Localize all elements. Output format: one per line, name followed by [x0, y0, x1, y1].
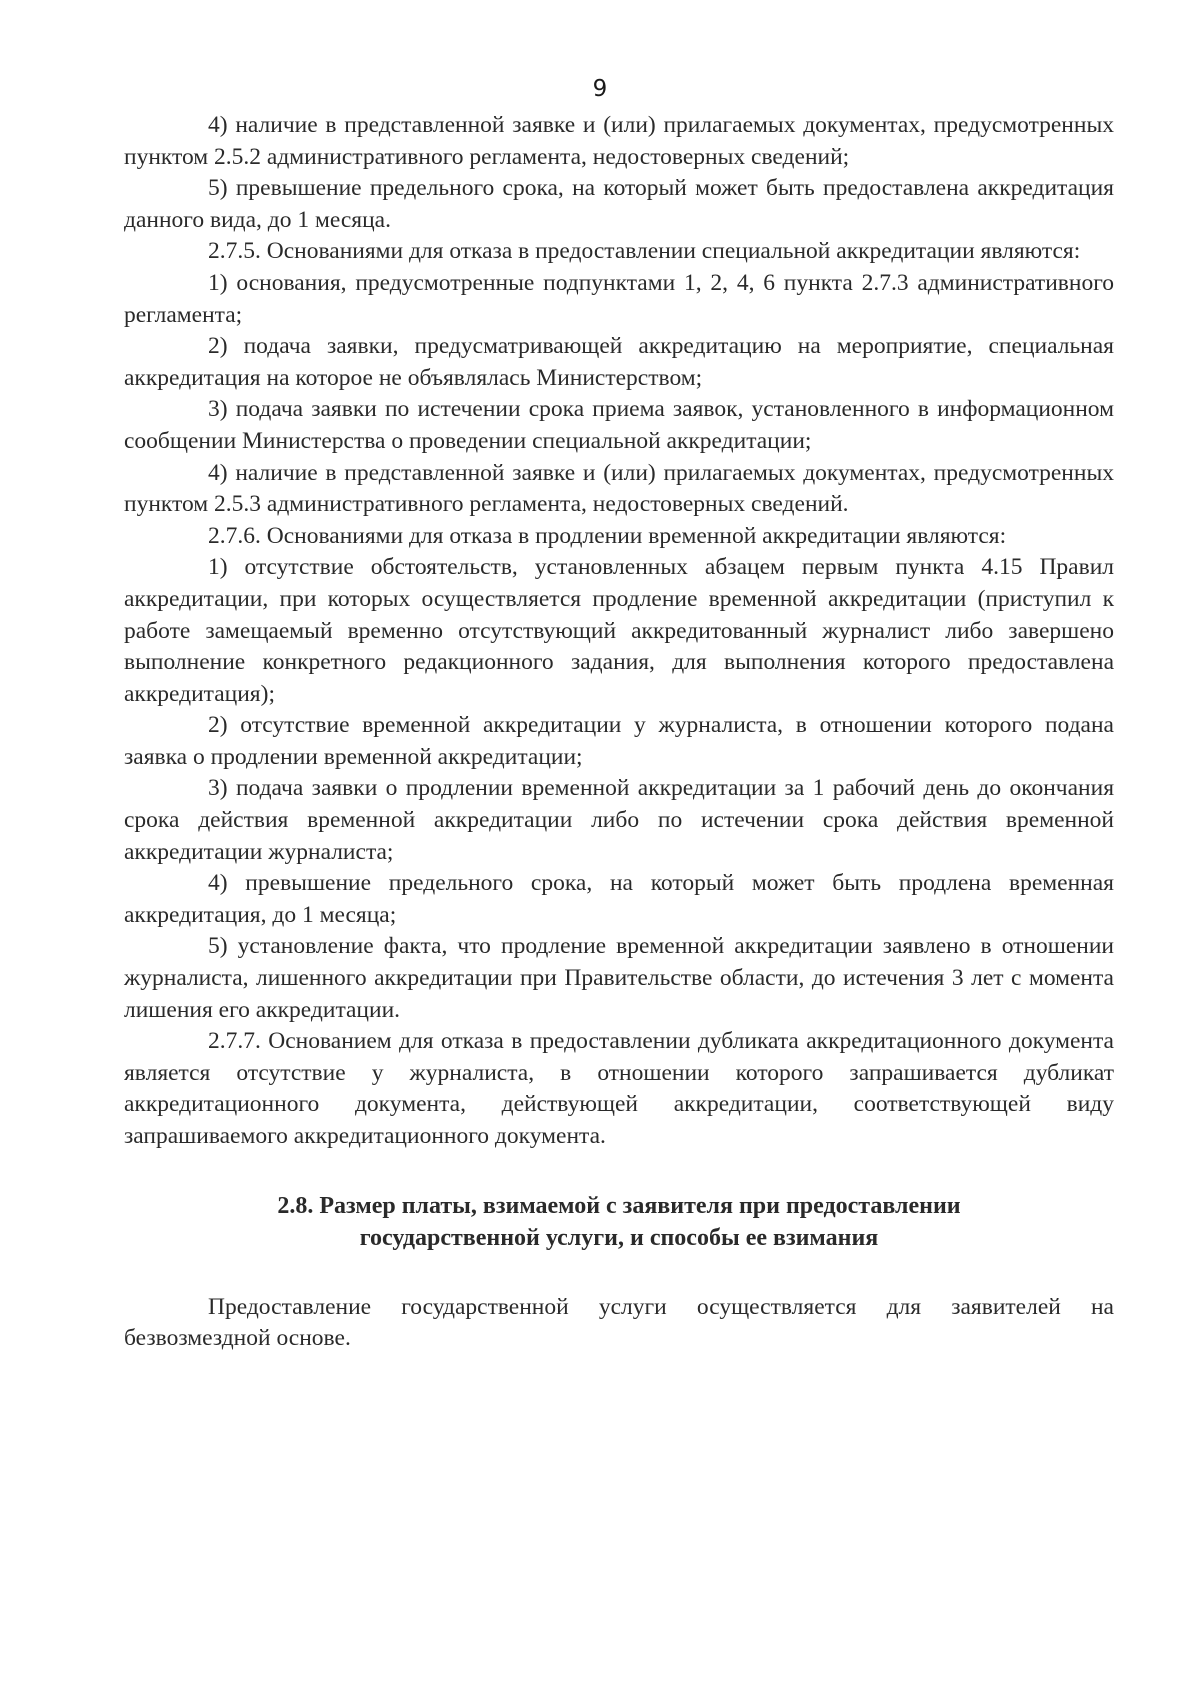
paragraph: 2) подача заявки, предусматривающей аккредитацию на мероприятие, специальная аккредитация на которое не объявлялась Министерством; — [124, 333, 1114, 391]
paragraph: 3) подача заявки по истечении срока приема заявок, установленного в информационном сообщении Министерства о проведении специальной аккредитации; — [124, 396, 1114, 454]
paragraph: 5) установление факта, что продление временной аккредитации заявлено в отношении журналиста, лишенного аккредитации при Правительстве области, до истечения 3 лет с момента лишения его аккредитации. — [124, 933, 1114, 1023]
paragraph: 2) отсутствие временной аккредитации у журналиста, в отношении которого подана заявка о продлении временной аккредитации; — [124, 712, 1114, 770]
section-heading — [124, 1190, 1114, 1254]
paragraph: 4) наличие в представленной заявке и (или) прилагаемых документах, предусмотренных пунктом 2.5.2 административного регламента, недостоверных сведений; — [124, 112, 1114, 170]
paragraph: 4) наличие в представленной заявке и (или) прилагаемых документах, предусмотренных пунктом 2.5.3 административного регламента, недостоверных сведений. — [124, 459, 1114, 518]
paragraph: 1) основания, предусмотренные подпунктами 1, 2, 4, 6 пункта 2.7.3 административного регламента; — [124, 269, 1114, 328]
paragraph: 3) подача заявки о продлении временной аккредитации за 1 рабочий день до окончания срока действия временной аккредитации либо по истечении срока действия временной аккредитации журналиста; — [124, 775, 1114, 865]
paragraph: 2.7.7. Основанием для отказа в предоставлении дубликата аккредитационного документа является отсутствие у журналиста, в отношении которого запрашивается дубликат аккредитационного документа, действующей аккредитации, соответствующей виду запрашиваемого аккредитационного документа. — [124, 1028, 1114, 1149]
document-body — [124, 110, 1114, 1355]
final-paragraph: Предоставление государственной услуги осуществляется для заявителей на безвозмездной основе. — [124, 1293, 1114, 1352]
paragraph: 2.7.6. Основаниями для отказа в продлении временной аккредитации являются: — [208, 522, 1007, 549]
paragraph: 1) отсутствие обстоятельств, установленных абзацем первым пункта 4.15 Правил аккредитации, при которых осуществляется продление временной аккредитации (приступил к работе замещаемый временно отсутствующий аккредитованный журналист либо завершено выполнение конкретного редакционного задания, для выполнения которого предоставлена аккредитация); — [124, 554, 1114, 707]
paragraph: 2.7.5. Основаниями для отказа в предоставлении специальной аккредитации являются: — [208, 238, 1081, 265]
section-heading-line: 2.8. Размер платы, взимаемой с заявителя при предоставлении — [277, 1192, 961, 1219]
paragraph: 5) превышение предельного срока, на который может быть предоставлена аккредитация данного вида, до 1 месяца. — [124, 175, 1114, 233]
paragraph: 4) превышение предельного срока, на который может быть продлена временная аккредитация, до 1 месяца; — [124, 870, 1114, 928]
page-number: 9 — [592, 76, 608, 102]
section-heading-line: государственной услуги, и способы ее взимания — [359, 1224, 879, 1251]
